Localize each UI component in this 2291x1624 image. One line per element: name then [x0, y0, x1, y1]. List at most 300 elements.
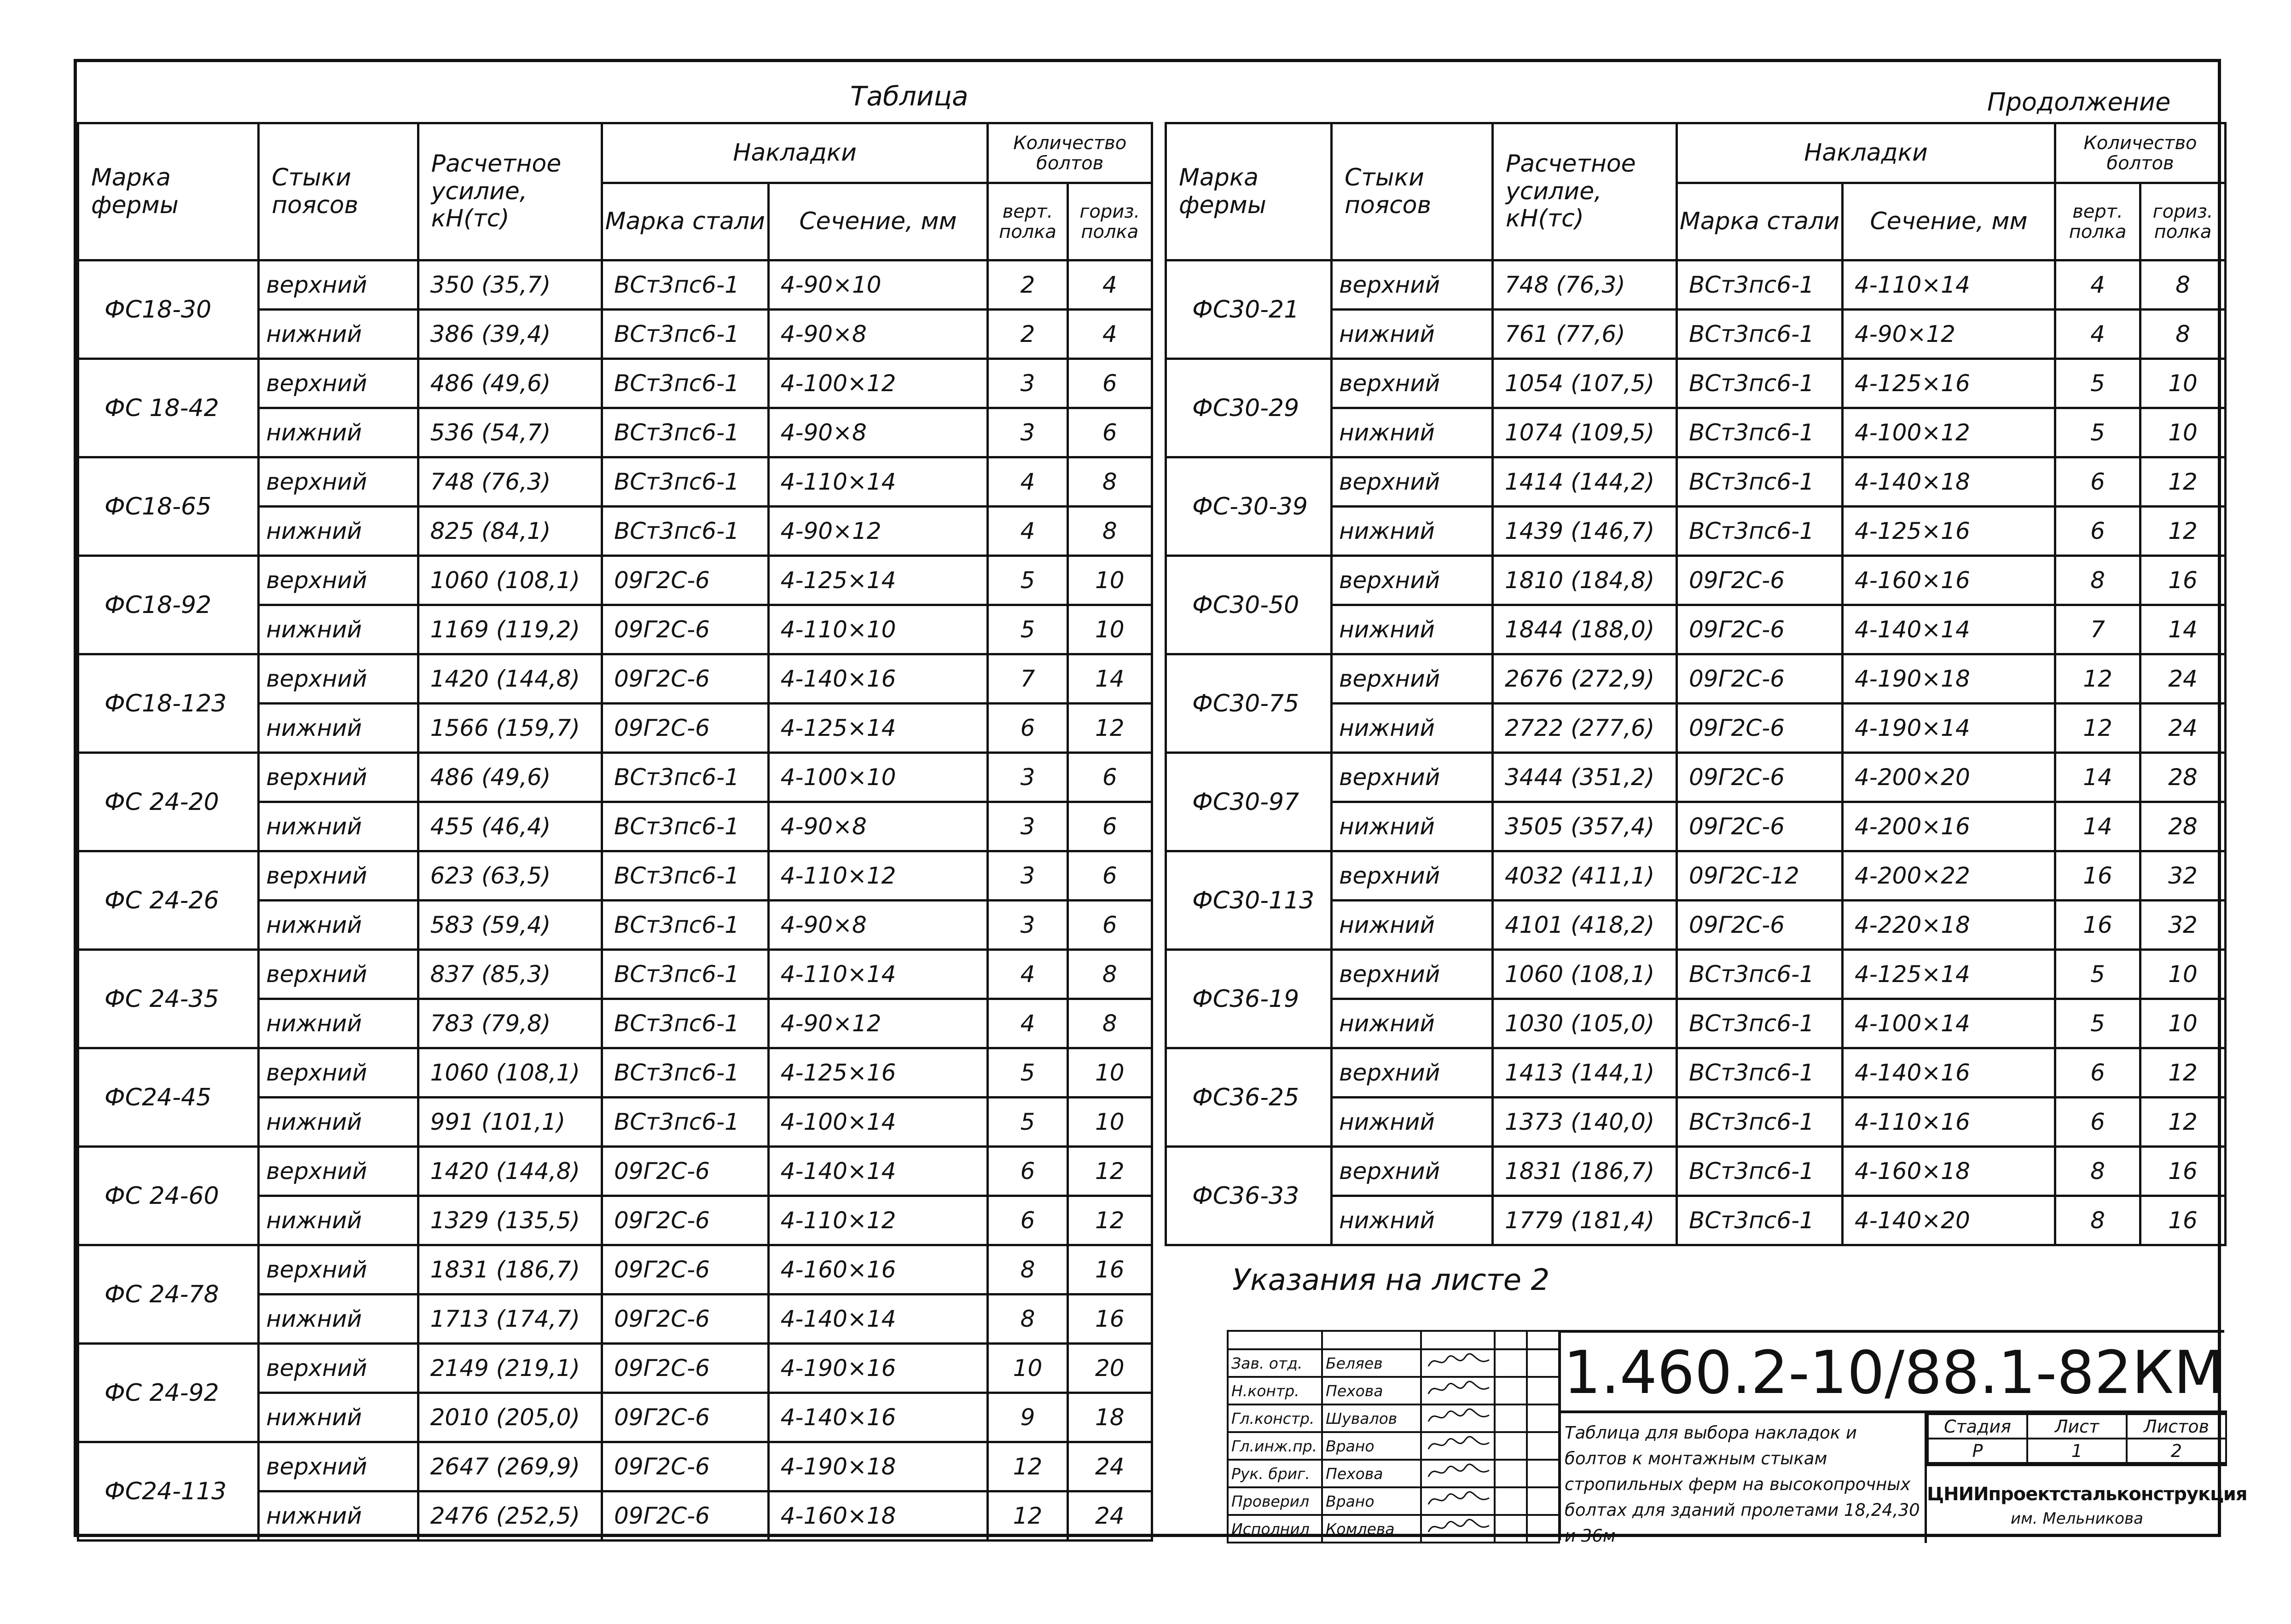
design-force: 623 (63,5): [418, 851, 602, 901]
plate-section: 4-110×14: [1843, 260, 2055, 310]
plate-section: 4-190×14: [1843, 704, 2055, 753]
truss-mark: ФС30-21: [1166, 260, 1332, 359]
plate-section: 4-90×12: [768, 507, 988, 556]
design-force: 1810 (184,8): [1493, 556, 1677, 605]
table-title: Таблица: [850, 81, 969, 112]
bolts-vertical: 6: [2055, 1098, 2140, 1147]
stamp-cell: [1495, 1331, 1527, 1349]
truss-mark: ФС30-50: [1166, 556, 1332, 654]
table-right-body: [1166, 260, 2226, 1245]
bolts-vertical: 9: [988, 1393, 1067, 1442]
bolts-vertical: 4: [988, 507, 1067, 556]
stamp-cell: [1527, 1432, 1559, 1460]
signer-name: Пехова: [1322, 1377, 1421, 1404]
bolts-vertical: 8: [2055, 1196, 2140, 1245]
plate-section: 4-100×12: [1843, 408, 2055, 457]
bolts-horizontal: 12: [2140, 1098, 2226, 1147]
design-force: 1060 (108,1): [418, 556, 602, 605]
joint-name: верхний: [1332, 359, 1493, 408]
bolts-vertical: 16: [2055, 851, 2140, 901]
design-force: 783 (79,8): [418, 999, 602, 1048]
joint-name: нижний: [1332, 507, 1493, 556]
plate-steel: ВСт3пс6-1: [602, 457, 768, 507]
bolts-horizontal: 24: [2140, 654, 2226, 704]
bolts-horizontal: 8: [1067, 999, 1152, 1048]
sheet-label: Лист: [2027, 1414, 2127, 1439]
bolts-horizontal: 4: [1067, 310, 1152, 359]
table-row: [78, 556, 1152, 605]
stamp-cell: [1495, 1487, 1527, 1515]
header-bolts: Количество болтов: [988, 123, 1152, 183]
header-horiz: гориз. полка: [1067, 183, 1152, 260]
signature: [1421, 1404, 1495, 1432]
plate-steel: 09Г2С-6: [602, 1344, 768, 1393]
bolts-vertical: 3: [988, 408, 1067, 457]
plate-section: 4-100×10: [768, 753, 988, 802]
signature: [1421, 1349, 1495, 1377]
design-force: 2010 (205,0): [418, 1393, 602, 1442]
truss-mark: ФС30-113: [1166, 851, 1332, 950]
design-force: 1566 (159,7): [418, 704, 602, 753]
title-block: [1227, 1330, 2247, 1546]
plate-section: 4-125×14: [1843, 950, 2055, 999]
header-plate-steel: Марка стали: [1677, 183, 1843, 260]
plate-steel: ВСт3пс6-1: [602, 408, 768, 457]
design-force: 3505 (357,4): [1493, 802, 1677, 851]
design-force: 1373 (140,0): [1493, 1098, 1677, 1147]
plate-steel: ВСт3пс6-1: [602, 851, 768, 901]
bolts-vertical: 6: [988, 1196, 1067, 1245]
bolts-horizontal: 10: [1067, 605, 1152, 654]
bolts-horizontal: 24: [2140, 704, 2226, 753]
bolts-horizontal: 8: [1067, 457, 1152, 507]
truss-mark: ФС24-45: [78, 1048, 259, 1147]
header-force: Расчетное усилие, кН(тс): [418, 123, 602, 260]
bolts-horizontal: 14: [1067, 654, 1152, 704]
design-force: 748 (76,3): [1493, 260, 1677, 310]
plate-steel: 09Г2С-6: [602, 1491, 768, 1541]
bolts-vertical: 4: [988, 950, 1067, 999]
joint-name: нижний: [259, 605, 418, 654]
truss-mark: ФС 24-60: [78, 1147, 259, 1245]
organization-subtitle: им. Мельникова: [2011, 1509, 2143, 1528]
plate-steel: ВСт3пс6-1: [1677, 1147, 1843, 1196]
joint-name: верхний: [1332, 654, 1493, 704]
bolts-vertical: 5: [2055, 359, 2140, 408]
bolts-vertical: 5: [2055, 950, 2140, 999]
bolts-vertical: 8: [988, 1245, 1067, 1295]
plate-steel: ВСт3пс6-1: [602, 999, 768, 1048]
joint-name: нижний: [259, 999, 418, 1048]
table-row: [1166, 556, 2226, 605]
design-force: 1831 (186,7): [1493, 1147, 1677, 1196]
plate-section: 4-140×18: [1843, 457, 2055, 507]
signer-role: Проверил: [1228, 1487, 1322, 1515]
bolts-vertical: 7: [988, 654, 1067, 704]
design-force: 1060 (108,1): [418, 1048, 602, 1098]
truss-mark: ФС24-113: [78, 1442, 259, 1541]
signer-name: Комлева: [1322, 1515, 1421, 1543]
table-row: [1166, 457, 2226, 507]
bolts-horizontal: 10: [2140, 950, 2226, 999]
plate-section: 4-160×18: [768, 1491, 988, 1541]
design-force: 2476 (252,5): [418, 1491, 602, 1541]
header-plate-steel: Марка стали: [602, 183, 768, 260]
bolts-horizontal: 8: [2140, 310, 2226, 359]
joint-name: верхний: [259, 1442, 418, 1491]
joint-name: нижний: [259, 1196, 418, 1245]
bolts-vertical: 6: [2055, 1048, 2140, 1098]
bolts-horizontal: 10: [2140, 408, 2226, 457]
signature: [1421, 1487, 1495, 1515]
plate-section: 4-200×20: [1843, 753, 2055, 802]
plate-section: 4-220×18: [1843, 901, 2055, 950]
plate-steel: 09Г2С-6: [602, 1245, 768, 1295]
table-row: [1166, 359, 2226, 408]
header-joints: Стыки поясов: [259, 123, 418, 260]
bolts-vertical: 4: [988, 999, 1067, 1048]
bolts-horizontal: 10: [1067, 556, 1152, 605]
plate-steel: 09Г2С-6: [602, 1393, 768, 1442]
bolts-vertical: 12: [988, 1442, 1067, 1491]
plate-section: 4-90×8: [768, 802, 988, 851]
bolts-horizontal: 8: [2140, 260, 2226, 310]
plate-section: 4-140×16: [768, 654, 988, 704]
signature-row: [1228, 1349, 1559, 1377]
plate-section: 4-90×8: [768, 901, 988, 950]
table-right: [1165, 122, 2227, 1246]
stamp-cell: [1527, 1487, 1559, 1515]
joint-name: нижний: [1332, 605, 1493, 654]
joint-name: нижний: [259, 1098, 418, 1147]
plate-steel: ВСт3пс6-1: [602, 901, 768, 950]
plate-steel: ВСт3пс6-1: [602, 950, 768, 999]
design-force: 1779 (181,4): [1493, 1196, 1677, 1245]
joint-name: нижний: [1332, 1098, 1493, 1147]
drawing-sheet: [74, 59, 2247, 1546]
bolts-horizontal: 6: [1067, 359, 1152, 408]
plate-steel: 09Г2С-6: [1677, 802, 1843, 851]
plate-section: 4-90×12: [1843, 310, 2055, 359]
bolts-horizontal: 20: [1067, 1344, 1152, 1393]
plate-steel: ВСт3пс6-1: [1677, 408, 1843, 457]
design-force: 486 (49,6): [418, 359, 602, 408]
signature: [1421, 1377, 1495, 1404]
design-force: 4101 (418,2): [1493, 901, 1677, 950]
bolts-vertical: 5: [988, 605, 1067, 654]
plate-section: 4-190×18: [1843, 654, 2055, 704]
bolts-vertical: 6: [988, 1147, 1067, 1196]
table-row: [1166, 950, 2226, 999]
bolts-vertical: 3: [988, 359, 1067, 408]
bolts-vertical: 6: [988, 704, 1067, 753]
plate-section: 4-100×12: [768, 359, 988, 408]
joint-name: верхний: [259, 556, 418, 605]
bolts-horizontal: 6: [1067, 851, 1152, 901]
truss-mark: ФС30-29: [1166, 359, 1332, 457]
sheets-value: 2: [2127, 1439, 2226, 1463]
design-force: 1414 (144,2): [1493, 457, 1677, 507]
table-left: [77, 122, 1153, 1542]
bolts-horizontal: 6: [1067, 753, 1152, 802]
design-force: 1420 (144,8): [418, 654, 602, 704]
joint-name: верхний: [259, 950, 418, 999]
joint-name: верхний: [259, 359, 418, 408]
design-force: 1831 (186,7): [418, 1245, 602, 1295]
bolts-horizontal: 4: [1067, 260, 1152, 310]
plate-steel: ВСт3пс6-1: [1677, 950, 1843, 999]
plate-steel: ВСт3пс6-1: [602, 802, 768, 851]
bolts-horizontal: 28: [2140, 753, 2226, 802]
signature: [1421, 1432, 1495, 1460]
truss-mark: ФС18-30: [78, 260, 259, 359]
design-force: 2722 (277,6): [1493, 704, 1677, 753]
joint-name: верхний: [259, 457, 418, 507]
signature: [1421, 1515, 1495, 1543]
bolts-horizontal: 16: [1067, 1295, 1152, 1344]
bolts-horizontal: 24: [1067, 1491, 1152, 1541]
design-force: 748 (76,3): [418, 457, 602, 507]
stamp-cell: [1495, 1349, 1527, 1377]
header-mark: Марка фермы: [78, 123, 259, 260]
bolts-horizontal: 12: [1067, 1147, 1152, 1196]
design-force: 455 (46,4): [418, 802, 602, 851]
bolts-horizontal: 6: [1067, 408, 1152, 457]
truss-mark: ФС 24-78: [78, 1245, 259, 1344]
design-force: 1439 (146,7): [1493, 507, 1677, 556]
stamp-cell: [1495, 1377, 1527, 1404]
stamp-cell: [1421, 1331, 1495, 1349]
stamp-cell: [1527, 1331, 1559, 1349]
bolts-vertical: 12: [2055, 654, 2140, 704]
plate-section: 4-100×14: [768, 1098, 988, 1147]
plate-steel: 09Г2С-6: [602, 1196, 768, 1245]
plate-section: 4-110×12: [768, 851, 988, 901]
header-mark: Марка фермы: [1166, 123, 1332, 260]
plate-section: 4-160×18: [1843, 1147, 2055, 1196]
bolts-vertical: 8: [988, 1295, 1067, 1344]
plate-section: 4-110×10: [768, 605, 988, 654]
plate-section: 4-125×14: [768, 556, 988, 605]
joint-name: верхний: [1332, 753, 1493, 802]
bolts-vertical: 2: [988, 310, 1067, 359]
truss-mark: ФС36-33: [1166, 1147, 1332, 1245]
plate-section: 4-140×14: [768, 1295, 988, 1344]
plate-steel: 09Г2С-6: [602, 605, 768, 654]
header-plates: Накладки: [602, 123, 987, 183]
bolts-vertical: 4: [2055, 260, 2140, 310]
bolts-vertical: 5: [988, 1098, 1067, 1147]
stage-label: Стадия: [1928, 1414, 2027, 1439]
design-force: 2676 (272,9): [1493, 654, 1677, 704]
continuation-label: Продолжение: [1987, 87, 2171, 116]
plate-section: 4-110×14: [768, 950, 988, 999]
design-force: 1054 (107,5): [1493, 359, 1677, 408]
table-row: [78, 1048, 1152, 1098]
plate-steel: ВСт3пс6-1: [602, 310, 768, 359]
stamp-cell: [1527, 1349, 1559, 1377]
signer-name: Шувалов: [1322, 1404, 1421, 1432]
table-row: [78, 950, 1152, 999]
table-left-body: [78, 260, 1152, 1541]
header-vert: верт. полка: [988, 183, 1067, 260]
design-force: 1074 (109,5): [1493, 408, 1677, 457]
plate-steel: ВСт3пс6-1: [602, 753, 768, 802]
plate-steel: ВСт3пс6-1: [1677, 310, 1843, 359]
bolts-vertical: 3: [988, 851, 1067, 901]
table-row: [78, 1147, 1152, 1196]
table-row: [78, 654, 1152, 704]
note-text: Указания на листе 2: [1232, 1263, 1550, 1297]
signature-block: [1227, 1330, 1558, 1540]
bolts-vertical: 8: [2055, 1147, 2140, 1196]
plate-steel: 09Г2С-6: [602, 654, 768, 704]
bolts-horizontal: 32: [2140, 851, 2226, 901]
design-force: 4032 (411,1): [1493, 851, 1677, 901]
joint-name: нижний: [259, 408, 418, 457]
design-force: 2647 (269,9): [418, 1442, 602, 1491]
table-row: [1166, 851, 2226, 901]
plate-section: 4-140×16: [1843, 1048, 2055, 1098]
signature-row: [1228, 1432, 1559, 1460]
plate-section: 4-190×18: [768, 1442, 988, 1491]
joint-name: нижний: [1332, 999, 1493, 1048]
bolts-vertical: 3: [988, 753, 1067, 802]
design-force: 991 (101,1): [418, 1098, 602, 1147]
signer-role: Зав. отд.: [1228, 1349, 1322, 1377]
truss-mark: ФС18-92: [78, 556, 259, 654]
joint-name: верхний: [1332, 1048, 1493, 1098]
bolts-horizontal: 32: [2140, 901, 2226, 950]
plate-steel: ВСт3пс6-1: [602, 359, 768, 408]
plate-steel: ВСт3пс6-1: [1677, 260, 1843, 310]
table-row: [78, 1442, 1152, 1491]
bolts-horizontal: 14: [2140, 605, 2226, 654]
stamp-cell: [1527, 1377, 1559, 1404]
signer-name: Врано: [1322, 1487, 1421, 1515]
truss-mark: ФС36-19: [1166, 950, 1332, 1048]
joint-name: нижний: [1332, 802, 1493, 851]
plate-steel: 09Г2С-6: [1677, 605, 1843, 654]
plate-steel: 09Г2С-6: [602, 1147, 768, 1196]
bolts-vertical: 4: [2055, 310, 2140, 359]
signer-role: Гл.инж.пр.: [1228, 1432, 1322, 1460]
bolts-vertical: 5: [988, 1048, 1067, 1098]
plate-section: 4-125×16: [768, 1048, 988, 1098]
stamp-cell: [1527, 1460, 1559, 1487]
design-force: 3444 (351,2): [1493, 753, 1677, 802]
bolts-vertical: 12: [2055, 704, 2140, 753]
joint-name: нижний: [1332, 901, 1493, 950]
signature-row: [1228, 1515, 1559, 1543]
bolts-horizontal: 10: [1067, 1098, 1152, 1147]
design-force: 1413 (144,1): [1493, 1048, 1677, 1098]
stage-sheets-table: [1925, 1413, 2227, 1466]
joint-name: нижний: [259, 802, 418, 851]
signature-row: [1228, 1487, 1559, 1515]
joint-name: нижний: [1332, 408, 1493, 457]
joint-name: верхний: [1332, 950, 1493, 999]
joint-name: нижний: [1332, 1196, 1493, 1245]
joint-name: нижний: [259, 901, 418, 950]
truss-mark: ФС 24-20: [78, 753, 259, 851]
signer-name: Пехова: [1322, 1460, 1421, 1487]
bolts-horizontal: 24: [1067, 1442, 1152, 1491]
document-number: 1.460.2-10/88.1-82КМ: [1561, 1333, 2227, 1413]
table-row: [78, 457, 1152, 507]
joint-name: верхний: [259, 1048, 418, 1098]
plate-section: 4-90×8: [768, 310, 988, 359]
stamp-cell: [1228, 1331, 1322, 1349]
plate-section: 4-100×14: [1843, 999, 2055, 1048]
signer-name: Беляев: [1322, 1349, 1421, 1377]
plate-steel: 09Г2С-6: [602, 704, 768, 753]
design-force: 1060 (108,1): [1493, 950, 1677, 999]
plate-steel: ВСт3пс6-1: [1677, 457, 1843, 507]
table-row: [78, 260, 1152, 310]
bolts-horizontal: 12: [1067, 1196, 1152, 1245]
bolts-horizontal: 18: [1067, 1393, 1152, 1442]
plate-steel: ВСт3пс6-1: [1677, 1048, 1843, 1098]
signer-role: Рук. бриг.: [1228, 1460, 1322, 1487]
joint-name: нижний: [1332, 310, 1493, 359]
plate-steel: 09Г2С-6: [602, 1295, 768, 1344]
joint-name: нижний: [259, 507, 418, 556]
table-row: [1166, 260, 2226, 310]
plate-section: 4-140×14: [768, 1147, 988, 1196]
joint-name: нижний: [259, 310, 418, 359]
bolts-vertical: 14: [2055, 753, 2140, 802]
sheets-label: Листов: [2127, 1414, 2226, 1439]
joint-name: верхний: [259, 260, 418, 310]
truss-mark: ФС-30-39: [1166, 457, 1332, 556]
plate-section: 4-200×22: [1843, 851, 2055, 901]
truss-mark: ФС 18-42: [78, 359, 259, 457]
plate-section: 4-160×16: [768, 1245, 988, 1295]
plate-section: 4-90×12: [768, 999, 988, 1048]
plate-steel: ВСт3пс6-1: [602, 1048, 768, 1098]
bolts-horizontal: 12: [2140, 457, 2226, 507]
design-force: 837 (85,3): [418, 950, 602, 999]
joint-name: нижний: [259, 1491, 418, 1541]
table-row: [78, 851, 1152, 901]
plate-section: 4-125×16: [1843, 507, 2055, 556]
design-force: 1844 (188,0): [1493, 605, 1677, 654]
truss-mark: ФС 24-26: [78, 851, 259, 950]
truss-mark: ФС36-25: [1166, 1048, 1332, 1147]
plate-steel: ВСт3пс6-1: [602, 260, 768, 310]
stamp-cell: [1495, 1460, 1527, 1487]
bolts-horizontal: 6: [1067, 901, 1152, 950]
plate-steel: ВСт3пс6-1: [602, 1098, 768, 1147]
plate-steel: ВСт3пс6-1: [602, 507, 768, 556]
plate-section: 4-140×14: [1843, 605, 2055, 654]
bolts-horizontal: 16: [2140, 1196, 2226, 1245]
stamp-cell: [1322, 1331, 1421, 1349]
table-row: [78, 359, 1152, 408]
signature-row: [1228, 1404, 1559, 1432]
bolts-horizontal: 28: [2140, 802, 2226, 851]
plate-steel: 09Г2С-6: [1677, 753, 1843, 802]
joint-name: верхний: [1332, 851, 1493, 901]
joint-name: верхний: [259, 654, 418, 704]
design-force: 2149 (219,1): [418, 1344, 602, 1393]
plate-steel: ВСт3пс6-1: [1677, 1098, 1843, 1147]
design-force: 386 (39,4): [418, 310, 602, 359]
bolts-horizontal: 6: [1067, 802, 1152, 851]
joint-name: верхний: [259, 1245, 418, 1295]
table-row: [78, 1245, 1152, 1295]
